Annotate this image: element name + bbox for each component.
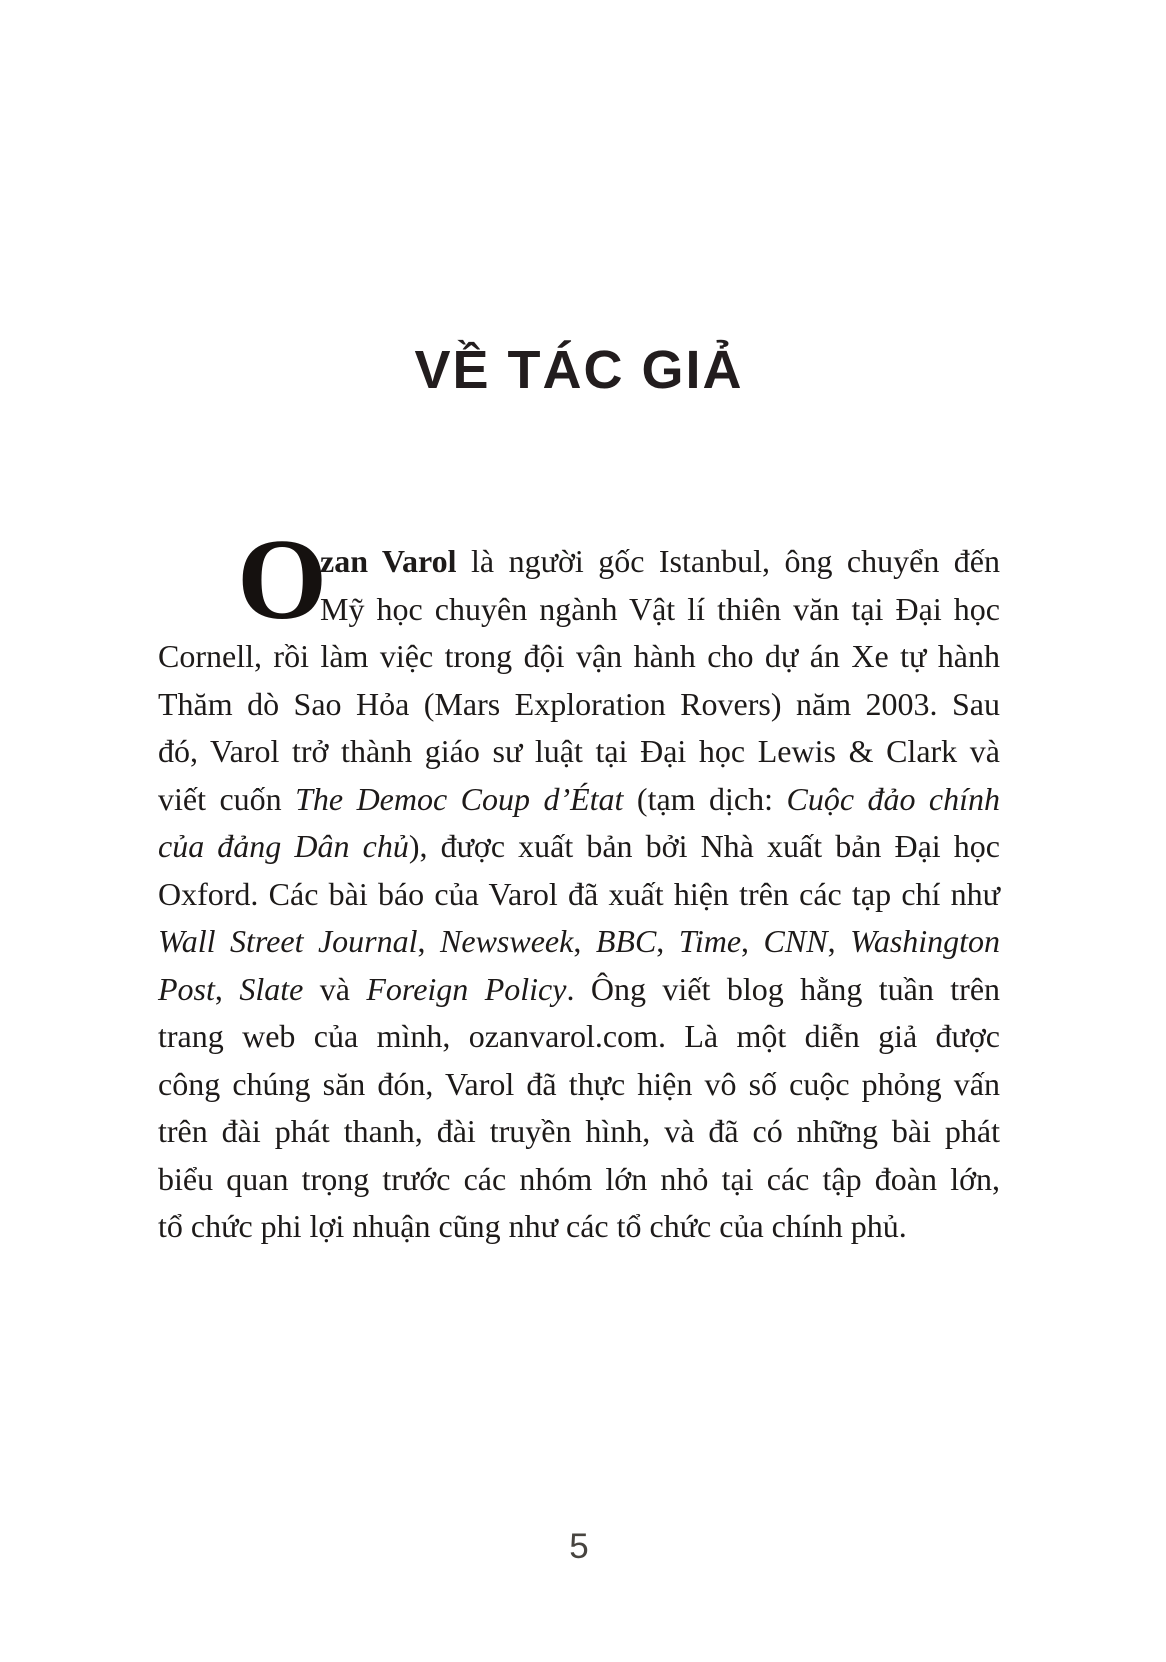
drop-cap: O [237,516,328,644]
author-bio [158,516,1001,1251]
text-line: zan Varol là người gốc Istanbul, ông chuyển đến [320,543,1001,579]
page-number: 5 [569,1527,589,1566]
text-line: Thăm dò Sao Hỏa (Mars Exploration Rovers) năm 2003. Sau [158,685,1000,722]
text-line: đó, Varol trở thành giáo sư luật tại Đại học Lewis & Clark và [158,733,1000,769]
text-line: Mỹ học chuyên ngành Vật lí thiên văn tại Đại học [320,590,1000,627]
text-line: Post, Slate và Foreign Policy. Ông viết blog hằng tuần trên [158,970,1001,1007]
text-line: trên đài phát thanh, đài truyền hình, và đã có những bài phát [158,1113,1000,1149]
text-line: trang web của mình, ozanvarol.com. Là một diễn giả được [158,1018,1000,1054]
page-title: VỀ TÁC GIẢ [414,340,744,401]
text-line: Cornell, rồi làm việc trong đội vận hành cho dự án Xe tự hành [158,638,1000,674]
text-line: công chúng săn đón, Varol đã thực hiện vô số cuộc phỏng vấn [158,1065,1000,1102]
text-line: viết cuốn The Democ Coup d’État (tạm dịch: Cuộc đảo chính [158,780,1001,817]
text-line: Oxford. Các bài báo của Varol đã xuất hiện trên các tạp chí như [158,875,1000,912]
paragraph-lines [158,538,1000,1251]
text-line: của đảng Dân chủ), được xuất bản bởi Nhà xuất bản Đại học [158,828,1001,864]
text-line: tổ chức phi lợi nhuận cũng như các tổ chức của chính phủ. [158,1208,907,1244]
text-line: Wall Street Journal, Newsweek, BBC, Time, CNN, Washington [158,923,1001,959]
text-line: biểu quan trọng trước các nhóm lớn nhỏ tại các tập đoàn lớn, [158,1160,1000,1197]
